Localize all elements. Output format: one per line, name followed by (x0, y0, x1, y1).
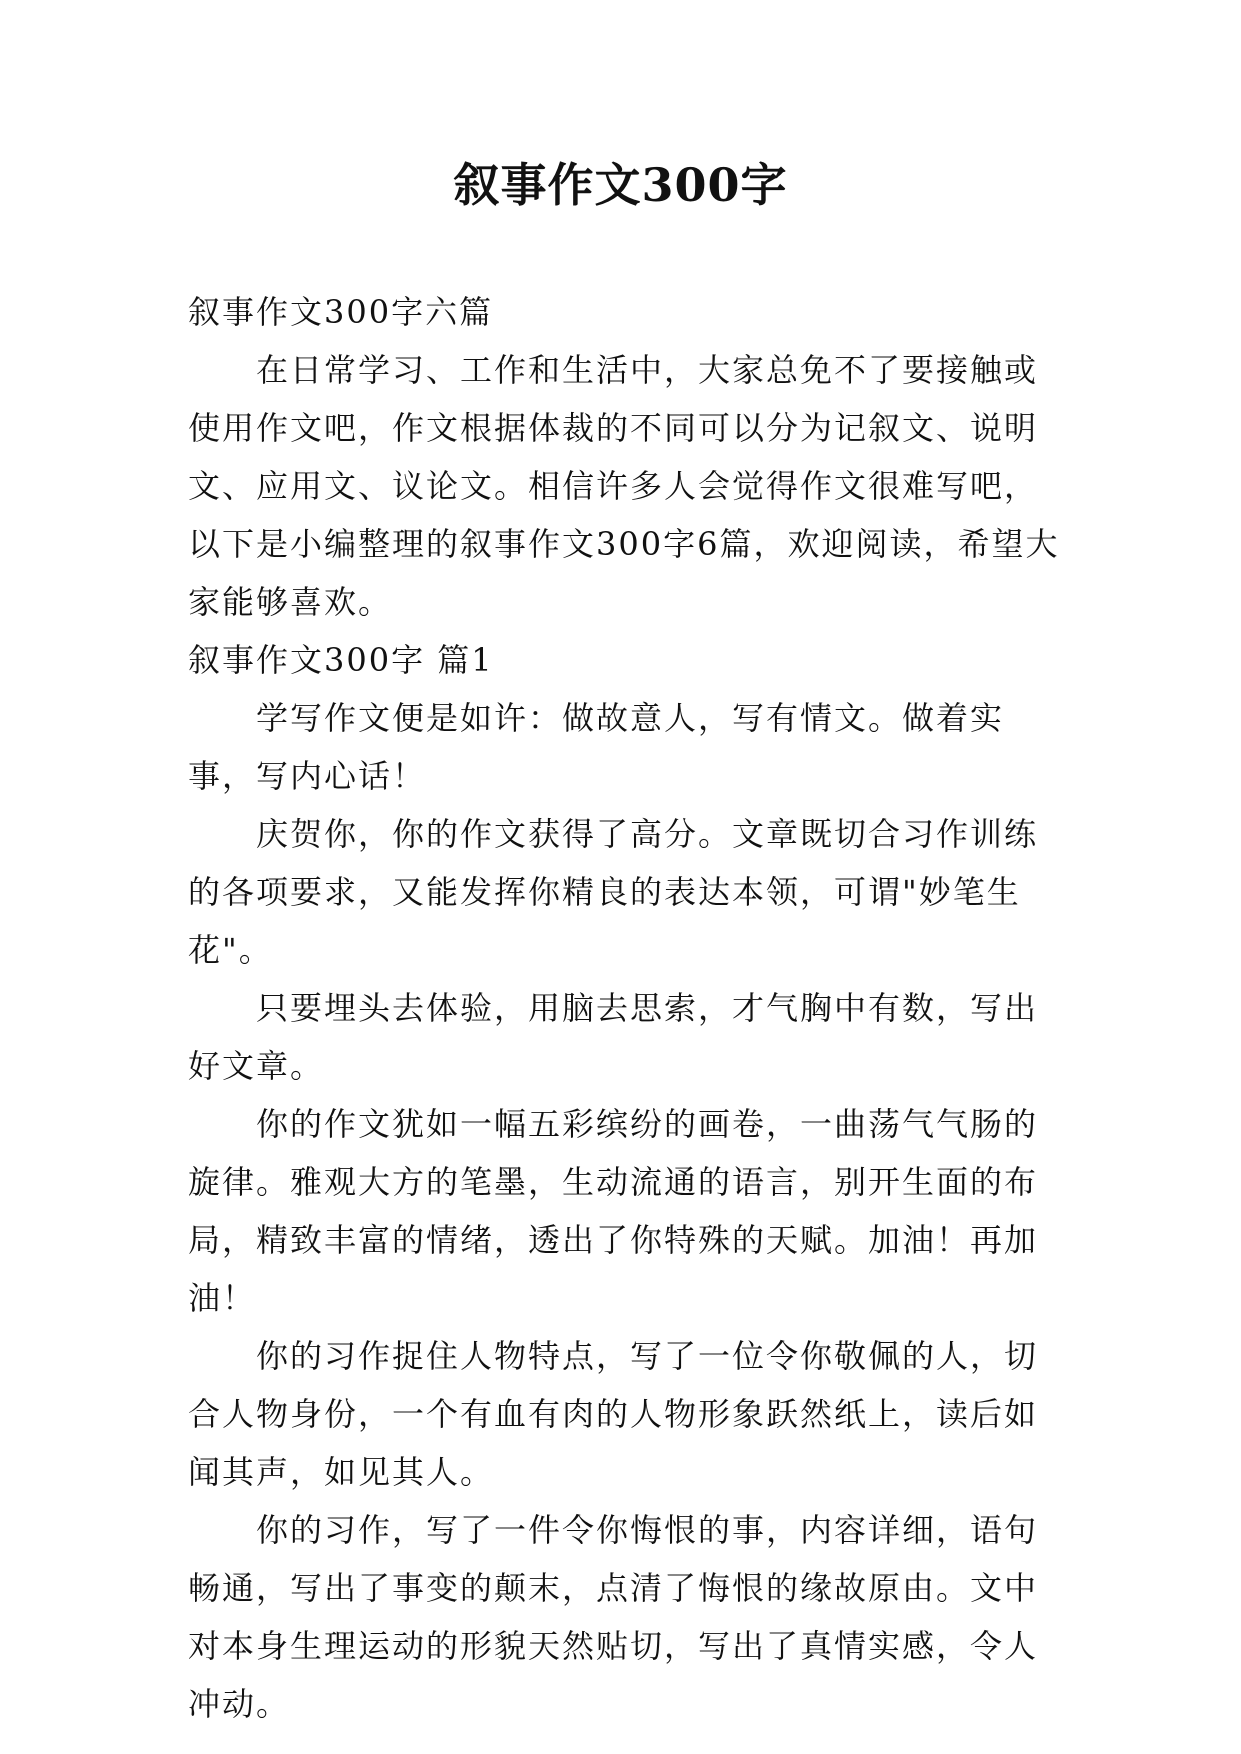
body-paragraph: 你的作文犹如一幅五彩缤纷的画卷，一曲荡气气肠的旋律。雅观大方的笔墨，生动流通的语言，别开生面的布局，精致丰富的情绪，透出了你特殊的天赋。加油！再加油！ (188, 1105, 1039, 1317)
section-heading: 叙事作文300字 篇1 (188, 641, 494, 679)
body-paragraph: 只要埋头去体验，用脑去思索，才气胸中有数，写出好文章。 (188, 989, 1039, 1085)
document-body (188, 283, 1068, 1733)
body-paragraph: 你的习作，写了一件令你悔恨的事，内容详细，语句畅通，写出了事变的颠末，点清了悔恨的缘故原由。文中对本身生理运动的形貌天然贴切，写出了真情实感，令人冲动。 (188, 1511, 1039, 1723)
intro-paragraph: 在日常学习、工作和生活中，大家总免不了要接触或使用作文吧，作文根据体裁的不同可以分为记叙文、说明文、应用文、议论文。相信许多人会觉得作文很难写吧，以下是小编整理的叙事作文300字6篇，欢迎阅读，希望大家能够喜欢。 (188, 351, 1060, 621)
document-title: 叙事作文300字 (453, 158, 788, 212)
body-paragraph: 学写作文便是如许：做故意人，写有情文。做着实事，写内心话！ (188, 699, 1005, 795)
body-paragraph: 庆贺你，你的作文获得了高分。文章既切合习作训练的各项要求，又能发挥你精良的表达本领，可谓"妙笔生花"。 (188, 815, 1039, 969)
body-paragraph: 你的习作捉住人物特点，写了一位令你敬佩的人，切合人物身份，一个有血有肉的人物形象跃然纸上，读后如闻其声，如见其人。 (188, 1337, 1039, 1491)
subtitle-line: 叙事作文300字六篇 (188, 293, 494, 331)
